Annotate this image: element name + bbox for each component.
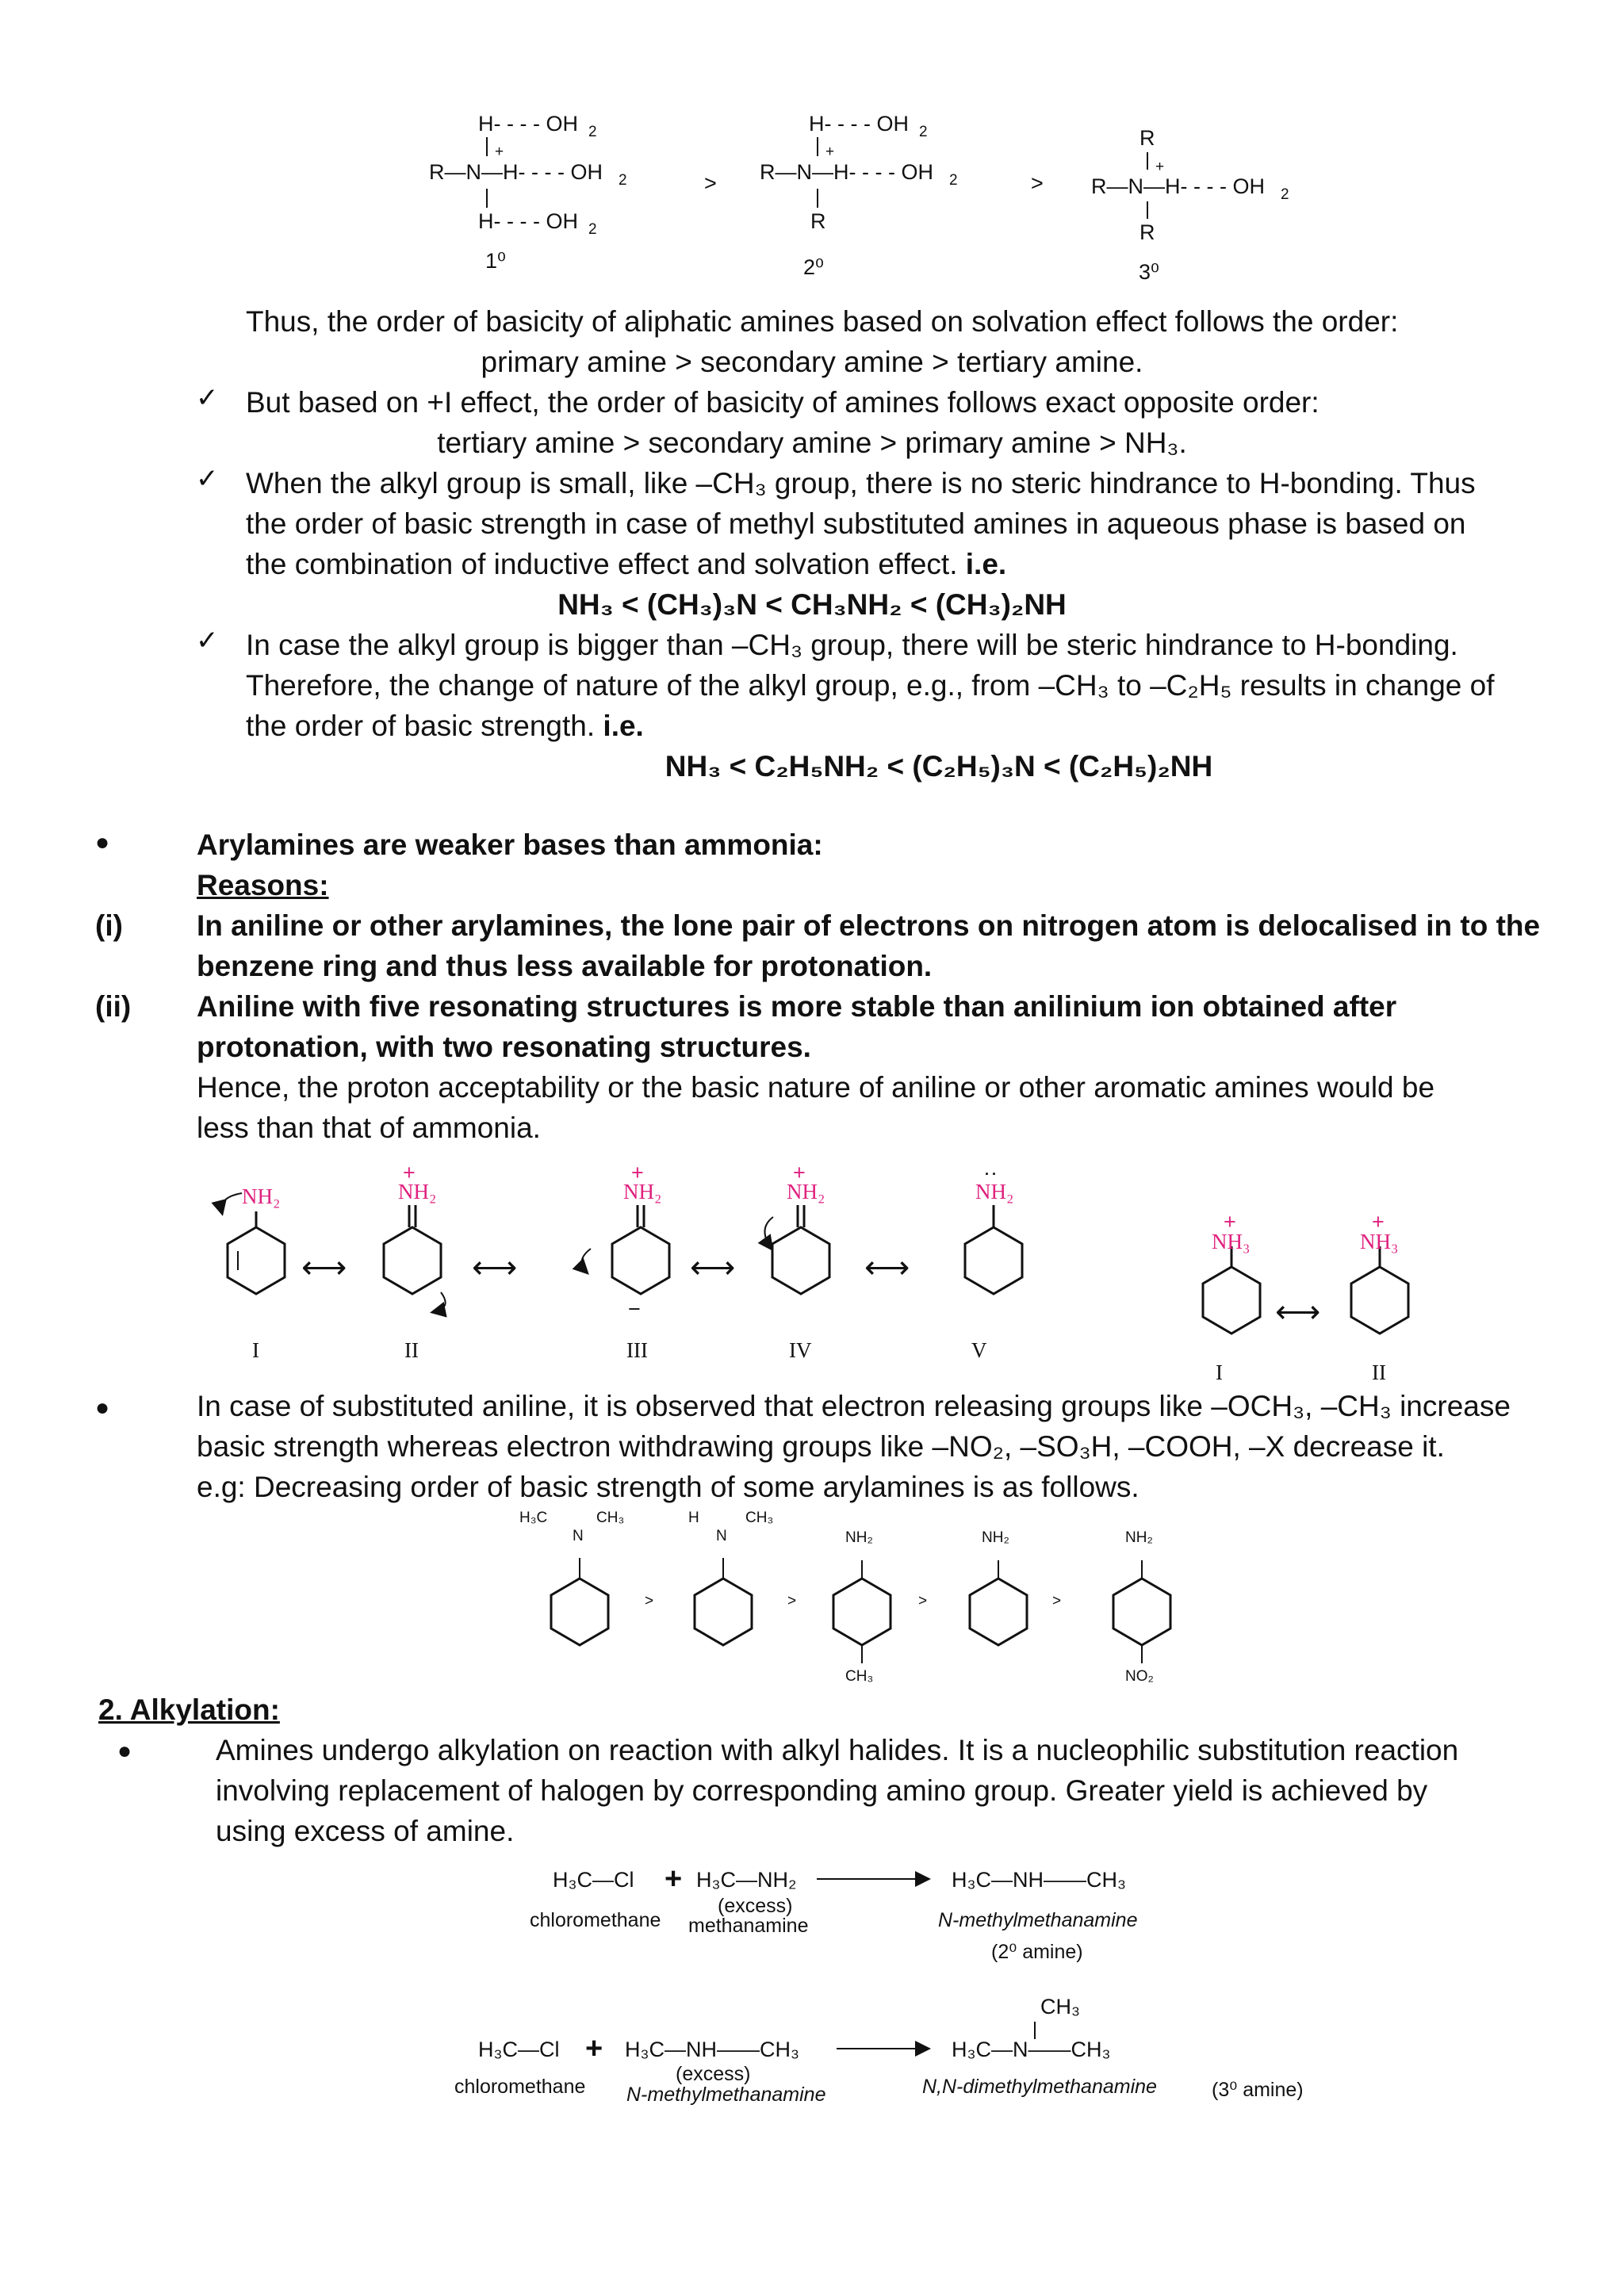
plus-sign: + <box>631 1161 644 1184</box>
svg-text:(3⁰ amine): (3⁰ amine) <box>1212 2079 1304 2101</box>
subst-3: e.g: Decreasing order of basic strength of some arylamines is as follows. <box>197 1471 1139 1503</box>
label-V: V <box>971 1338 987 1362</box>
methyl-order: NH₃ < (CH₃)₃N < CH₃NH₂ < (CH₃)₂NH <box>557 588 1067 621</box>
label-secondary: 2⁰ <box>803 255 824 279</box>
svg-text:methanamine: methanamine <box>688 1915 809 1937</box>
svg-text:H- - - - OH: H- - - - OH <box>478 112 578 136</box>
svg-text:R—N—H- - - - OH: R—N—H- - - - OH <box>429 160 603 184</box>
svg-text:H- - - - OH: H- - - - OH <box>478 209 578 233</box>
aniline <box>970 1529 1027 1645</box>
secondary-ammonium-solvated <box>760 112 958 233</box>
svg-text:CH₃: CH₃ <box>845 1668 874 1685</box>
lone-pair-dots: ·· <box>983 1161 998 1184</box>
primary-ammonium-solvated <box>429 112 627 238</box>
svg-text:chloromethane: chloromethane <box>530 1909 661 1931</box>
svg-text:H₃C—Cl: H₃C—Cl <box>478 2038 560 2061</box>
bullet: ● <box>95 829 110 855</box>
dimethylaniline <box>519 1510 624 1645</box>
label-I: I <box>252 1338 259 1362</box>
ethyl-text-2: Therefore, the change of nature of the alkyl group, e.g., from –CH₃ to –C₂H₅ results in change of <box>246 669 1495 702</box>
plus-sign: + <box>403 1161 416 1184</box>
aryl-heading: Arylamines are weaker bases than ammonia: <box>197 828 823 861</box>
resonance-arrow: ⟷ <box>1275 1295 1321 1330</box>
svg-text:N-methylmethanamine: N-methylmethanamine <box>626 2084 826 2106</box>
svg-text:R—N—H- - - - OH: R—N—H- - - - OH <box>760 160 933 184</box>
reason-ii-2: protonation, with two resonating structures. <box>197 1031 811 1063</box>
alkylation-text-1: Amines undergo alkylation on reaction with alkyl halides. It is a nucleophilic substitution reaction <box>216 1734 1459 1766</box>
resonance-V <box>965 1161 1022 1294</box>
nh3-label: NH₃ <box>1360 1230 1399 1253</box>
svg-text:(excess): (excess) <box>718 1895 793 1917</box>
reason-i-2: benzene ring and thus less available for protonation. <box>197 950 933 982</box>
check-icon: ✓ <box>196 463 219 495</box>
svg-text:R: R <box>1139 126 1155 150</box>
label-tertiary: 3⁰ <box>1139 260 1159 284</box>
svg-text:(2⁰ amine): (2⁰ amine) <box>991 1941 1083 1963</box>
nh2-label: NH₂ <box>787 1180 825 1203</box>
gt-2: > <box>1031 171 1044 195</box>
svg-text:2: 2 <box>1281 186 1289 203</box>
svg-text:N-methylmethanamine: N-methylmethanamine <box>938 1909 1138 1931</box>
plus-sign: + <box>1372 1210 1385 1234</box>
resonance-arrow: ⟷ <box>472 1250 518 1285</box>
svg-text:N: N <box>716 1528 727 1544</box>
svg-text:R: R <box>810 209 826 233</box>
bullet: ● <box>117 1738 132 1764</box>
inductive-text: But based on +I effect, the order of basicity of amines follows exact opposite order: <box>246 386 1320 419</box>
resonance-arrow: ⟷ <box>301 1250 347 1285</box>
svg-text:H₃C—Cl: H₃C—Cl <box>553 1868 634 1892</box>
check-icon: ✓ <box>196 382 219 414</box>
svg-text:2: 2 <box>588 124 597 140</box>
svg-text:H₃C—N——CH₃: H₃C—N——CH₃ <box>952 2038 1111 2061</box>
alkylation-heading: 2. Alkylation: <box>98 1693 280 1726</box>
methyl-text-3: the combination of inductive effect and solvation effect. i.e. <box>246 548 1007 580</box>
gt: > <box>918 1593 928 1609</box>
svg-text:H₃C—NH₂: H₃C—NH₂ <box>696 1868 797 1892</box>
svg-text:H₃C—NH——CH₃: H₃C—NH——CH₃ <box>625 2038 799 2061</box>
plus-sign: + <box>793 1161 806 1184</box>
svg-text:R: R <box>1139 220 1155 244</box>
gt: > <box>787 1593 797 1609</box>
ethyl-text-3: the order of basic strength. i.e. <box>246 710 644 742</box>
svg-text:+: + <box>585 2032 603 2065</box>
svg-text:chloromethane: chloromethane <box>454 2076 586 2098</box>
alkylation-text-2: involving replacement of halogen by corresponding amino group. Greater yield is achieved by <box>216 1774 1428 1807</box>
gt: > <box>1052 1593 1062 1609</box>
check-icon: ✓ <box>196 625 219 656</box>
svg-text:+: + <box>825 144 835 160</box>
ion-label-II: II <box>1372 1360 1386 1384</box>
reaction-2 <box>454 1995 1304 2106</box>
svg-text:H: H <box>688 1510 699 1526</box>
svg-text:CH₃: CH₃ <box>745 1510 774 1526</box>
reason-i-label: (i) <box>95 909 123 942</box>
svg-text:H- - - - OH: H- - - - OH <box>809 112 909 136</box>
svg-text:R—N—H- - - - OH: R—N—H- - - - OH <box>1091 174 1265 198</box>
nh2-label: NH₂ <box>623 1180 662 1203</box>
svg-text:CH₃: CH₃ <box>1040 1995 1080 2019</box>
svg-text:NH₂: NH₂ <box>1125 1529 1153 1546</box>
p-nitroaniline <box>1113 1529 1170 1685</box>
reason-ii-1: Aniline with five resonating structures is more stable than anilinium ion obtained after <box>197 990 1397 1023</box>
ethyl-order: NH₃ < C₂H₅NH₂ < (C₂H₅)₃N < (C₂H₅)₂NH <box>665 750 1213 783</box>
resonance-I <box>221 1184 285 1294</box>
alkylation-text-3: using excess of amine. <box>216 1815 515 1847</box>
reasons-heading: Reasons: <box>197 869 329 901</box>
ethyl-text-1: In case the alkyl group is bigger than –CH₃ group, there will be steric hindrance to H-bonding. <box>246 629 1458 661</box>
resonance-arrow: ⟷ <box>864 1250 910 1285</box>
svg-text:(excess): (excess) <box>676 2063 751 2085</box>
nh2-label: NH₂ <box>242 1184 281 1208</box>
anilinium-II <box>1351 1210 1408 1334</box>
nh2-label: NH₂ <box>398 1180 437 1203</box>
svg-text:+: + <box>1155 159 1165 175</box>
svg-text:2: 2 <box>949 172 958 189</box>
svg-text:N,N-dimethylmethanamine: N,N-dimethylmethanamine <box>922 2076 1157 2098</box>
subst-2: basic strength whereas electron withdrawing groups like –NO₂, –SO₃H, –COOH, –X decrease it. <box>197 1430 1445 1463</box>
resonance-II <box>384 1161 446 1312</box>
tertiary-ammonium-solvated <box>1091 126 1289 244</box>
svg-text:2: 2 <box>919 124 928 140</box>
label-III: III <box>626 1338 648 1362</box>
svg-text:2: 2 <box>588 221 597 238</box>
solvation-order: primary amine > secondary amine > tertiary amine. <box>481 346 1143 378</box>
svg-text:+: + <box>495 144 504 160</box>
reason-i-1: In aniline or other arylamines, the lone pair of electrons on nitrogen atom is delocalised in to the <box>197 909 1541 942</box>
svg-text:NH₂: NH₂ <box>845 1529 873 1546</box>
label-II: II <box>404 1338 419 1362</box>
plus-sign: + <box>1224 1210 1236 1234</box>
subst-1: In case of substituted aniline, it is observed that electron releasing groups like –OCH₃, –CH₃ increase <box>197 1390 1511 1422</box>
methylaniline <box>688 1510 773 1645</box>
methyl-text-1: When the alkyl group is small, like –CH₃ group, there is no steric hindrance to H-bonding. Thus <box>246 467 1476 499</box>
gt-1: > <box>704 171 717 195</box>
svg-text:2: 2 <box>619 172 627 189</box>
solvation-order-text: Thus, the order of basicity of aliphatic amines based on solvation effect follows the order: <box>246 305 1399 338</box>
svg-text:CH₃: CH₃ <box>596 1510 625 1526</box>
reason-ii-label: (ii) <box>95 990 132 1023</box>
ion-label-I: I <box>1216 1360 1223 1384</box>
hence-1: Hence, the proton acceptability or the basic nature of aniline or other aromatic amines would be <box>197 1071 1435 1104</box>
label-IV: IV <box>789 1338 812 1362</box>
nh3-label: NH₃ <box>1212 1230 1251 1253</box>
resonance-III <box>582 1161 669 1321</box>
p-toluidine <box>833 1529 891 1685</box>
svg-text:H₃C—NH——CH₃: H₃C—NH——CH₃ <box>952 1868 1126 1892</box>
svg-text:NH₂: NH₂ <box>982 1529 1009 1546</box>
svg-text:N: N <box>573 1528 584 1544</box>
svg-text:+: + <box>665 1862 683 1896</box>
svg-text:NO₂: NO₂ <box>1125 1668 1154 1685</box>
bullet: ● <box>95 1395 110 1421</box>
resonance-arrow: ⟷ <box>690 1250 736 1285</box>
nh2-label: NH₂ <box>975 1180 1014 1203</box>
methyl-text-2: the order of basic strength in case of methyl substituted amines in aqueous phase is based on <box>246 507 1466 540</box>
hence-2: less than that of ammonia. <box>197 1112 541 1144</box>
anilinium-I <box>1203 1210 1260 1334</box>
solvation-structures <box>0 0 1624 301</box>
inductive-order: tertiary amine > secondary amine > primary amine > NH₃. <box>437 427 1187 459</box>
reaction-1 <box>530 1862 1138 1963</box>
label-primary: 1⁰ <box>485 249 506 273</box>
svg-text:H₃C: H₃C <box>519 1510 548 1526</box>
gt: > <box>645 1593 654 1609</box>
resonance-IV <box>764 1161 829 1294</box>
minus-sign: − <box>628 1297 641 1321</box>
